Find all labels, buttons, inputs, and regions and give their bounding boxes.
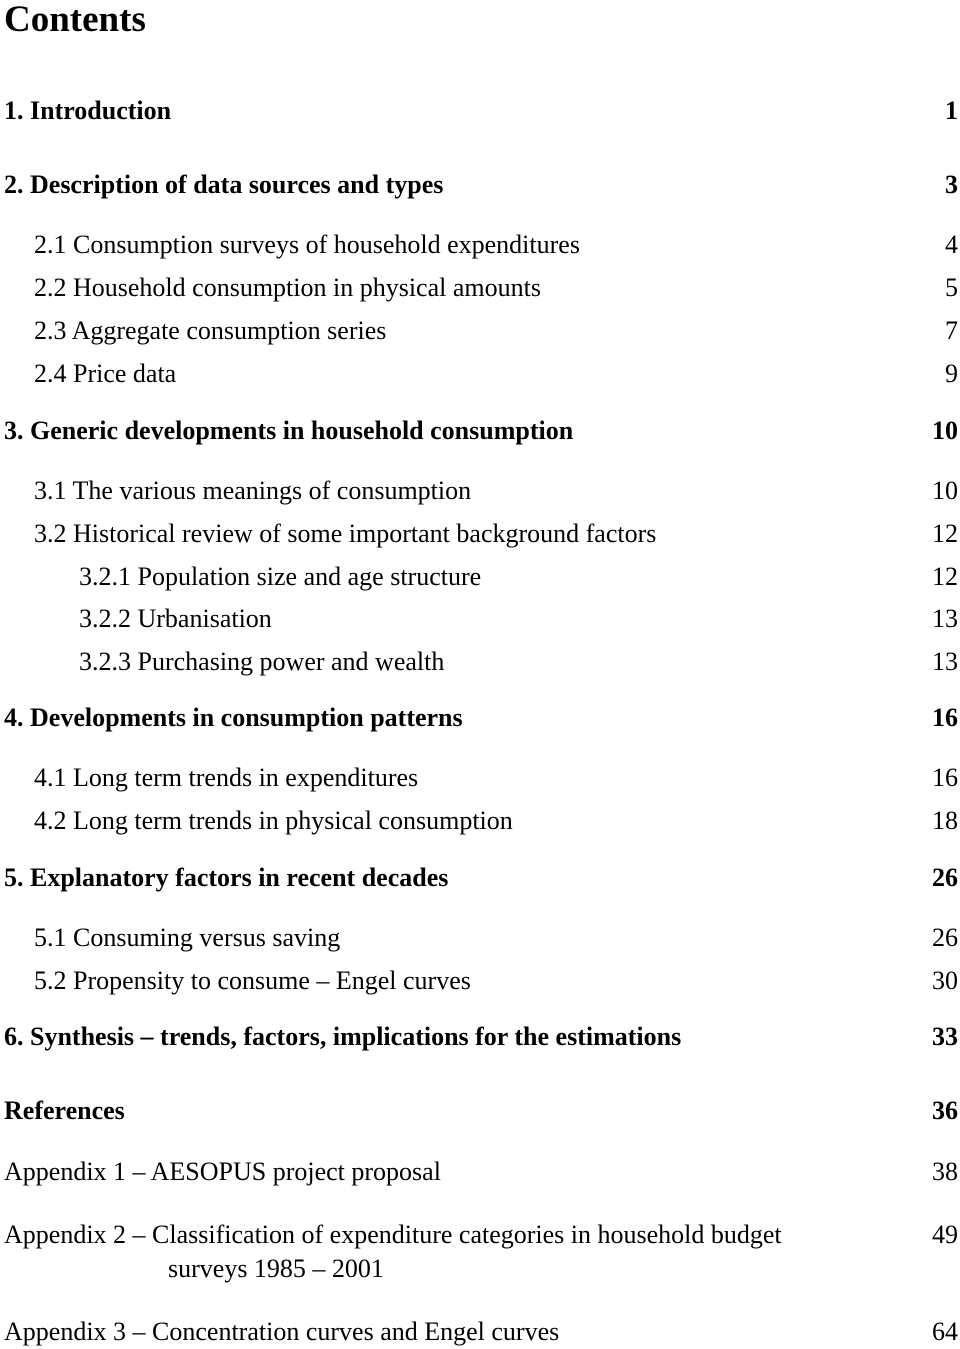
toc-entry-page: 16 — [932, 763, 958, 792]
toc-entry-page: 13 — [932, 604, 958, 633]
toc-entry-label: 3.2.2 Urbanisation — [79, 604, 272, 633]
toc-entry-label-continuation: surveys 1985 – 2001 — [168, 1254, 384, 1283]
toc-entry-label: 4.2 Long term trends in physical consumption — [34, 806, 513, 835]
toc-entry-appendix-2[interactable] — [0, 1218, 960, 1288]
toc-entry-page: 49 — [932, 1220, 958, 1249]
toc-entry-page: 5 — [945, 273, 958, 302]
toc-entry-page: 30 — [932, 966, 958, 995]
toc-entry-label: 5. Explanatory factors in recent decades — [4, 863, 449, 892]
toc-entry-label: 5.1 Consuming versus saving — [34, 923, 341, 952]
toc-entry-page: 33 — [932, 1022, 958, 1051]
toc-entry-page: 38 — [932, 1157, 958, 1186]
toc-entry-label: 3.2.3 Purchasing power and wealth — [79, 647, 445, 676]
toc-entry-label: 3.1 The various meanings of consumption — [34, 476, 472, 505]
toc-entry-label: 2.3 Aggregate consumption series — [34, 316, 387, 345]
toc-entry-page: 26 — [932, 863, 958, 892]
toc-entry-label: 6. Synthesis – trends, factors, implications for the estimations — [4, 1022, 682, 1051]
toc-entry-label: 5.2 Propensity to consume – Engel curves — [34, 966, 471, 995]
toc-entry-page: 12 — [932, 519, 958, 548]
toc-entry-label: 2.4 Price data — [34, 359, 177, 388]
toc-entry-label: 2.1 Consumption surveys of household expenditures — [34, 230, 580, 259]
toc-entry-label: Appendix 2 – Classification of expenditure categories in household budget — [4, 1220, 782, 1249]
toc-entry-page: 18 — [932, 806, 958, 835]
toc-entry-page: 7 — [945, 316, 958, 345]
toc-entry-label: 3.2 Historical review of some important background factors — [34, 519, 657, 548]
toc-entry-page: 10 — [932, 416, 958, 445]
toc-entry-label: 4. Developments in consumption patterns — [4, 703, 463, 732]
toc-entry-label: Appendix 3 – Concentration curves and Engel curves — [4, 1317, 560, 1346]
toc-entry-page: 12 — [932, 562, 958, 591]
toc-entry-page: 36 — [932, 1096, 958, 1125]
toc-entry-page: 4 — [945, 230, 958, 259]
toc-entry-page: 13 — [932, 647, 958, 676]
page-title: Contents — [4, 0, 146, 40]
toc-entry-label: 2.2 Household consumption in physical amounts — [34, 273, 541, 302]
toc-entry-label: 3.2.1 Population size and age structure — [79, 562, 482, 591]
toc-entry-page: 3 — [945, 170, 958, 199]
toc-entry-label: 4.1 Long term trends in expenditures — [34, 763, 419, 792]
toc-entry-label: 3. Generic developments in household consumption — [4, 416, 574, 445]
toc-entry-page: 26 — [932, 923, 958, 952]
toc-entry-label: Appendix 1 – AESOPUS project proposal — [4, 1157, 441, 1186]
toc-entry-page: 64 — [932, 1317, 958, 1346]
toc-entry-page: 9 — [945, 359, 958, 388]
toc-entry-label: 1. Introduction — [4, 96, 172, 125]
toc-entry-page: 1 — [945, 96, 958, 125]
toc-entry-label: References — [4, 1096, 125, 1125]
toc-entry-label: 2. Description of data sources and types — [4, 170, 444, 199]
toc-entry-page: 10 — [932, 476, 958, 505]
toc-entry-page: 16 — [932, 703, 958, 732]
